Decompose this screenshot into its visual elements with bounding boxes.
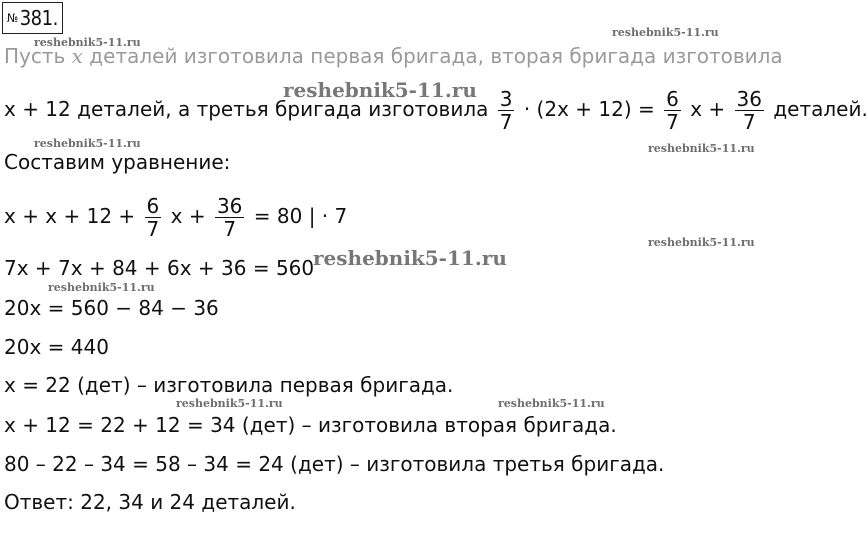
equation-line: x + x + 12 + $\frac{6}{7}$ x + $\frac{36}{7}$ = 80 | · 7 <box>4 194 348 241</box>
text-line-7: 20x = 440 <box>4 335 109 359</box>
text-line-8: x = 22 (дет) – изготовила первая бригада. <box>4 373 454 397</box>
fraction-36-7: $\frac{36}{7}$ <box>736 87 762 134</box>
watermark: reshebnik5-11.ru <box>34 36 141 49</box>
watermark: reshebnik5-11.ru <box>648 236 755 249</box>
fraction-6-7: $\frac{6}{7}$ <box>666 87 679 134</box>
text-line-6: 20x = 560 − 84 − 36 <box>4 296 219 320</box>
text-line-2: x + 12 деталей, а третья бригада изготовила $\frac{3}{7}$ · (2x + 12) = $\frac{6}{7}$ x + $\frac{36}{7}$ деталей. <box>4 87 868 134</box>
fraction-6-7: $\frac{6}{7}$ <box>146 194 160 241</box>
watermark: reshebnik5-11.ru <box>648 142 755 155</box>
text-line-5: 7x + 7x + 84 + 6x + 36 = 560 <box>4 256 315 280</box>
problem-number-box <box>2 2 63 34</box>
watermark: reshebnik5-11.ru <box>48 281 155 294</box>
text-line-9: x + 12 = 22 + 12 = 34 (дет) – изготовила вторая бригада. <box>4 413 617 437</box>
watermark: reshebnik5-11.ru <box>34 137 141 150</box>
watermark: reshebnik5-11.ru <box>612 26 719 39</box>
watermark: reshebnik5-11.ru <box>313 246 507 270</box>
fraction-36-7: $\frac{36}{7}$ <box>216 194 243 241</box>
answer-line: Ответ: 22, 34 и 24 деталей. <box>4 490 296 514</box>
text-line-1: Пусть x деталей изготовила первая бригада, вторая бригада изготовила <box>4 44 783 68</box>
watermark: reshebnik5-11.ru <box>283 78 477 102</box>
problem-number: 381. <box>19 6 58 30</box>
number-sign: № <box>7 11 18 25</box>
watermark: reshebnik5-11.ru <box>176 397 283 410</box>
text-line-10: 80 – 22 – 34 = 58 – 34 = 24 (дет) – изготовила третья бригада. <box>4 452 665 476</box>
text-line-3: Составим уравнение: <box>4 150 231 174</box>
fraction-3-7: $\frac{3}{7}$ <box>499 87 513 134</box>
watermark: reshebnik5-11.ru <box>498 397 605 410</box>
